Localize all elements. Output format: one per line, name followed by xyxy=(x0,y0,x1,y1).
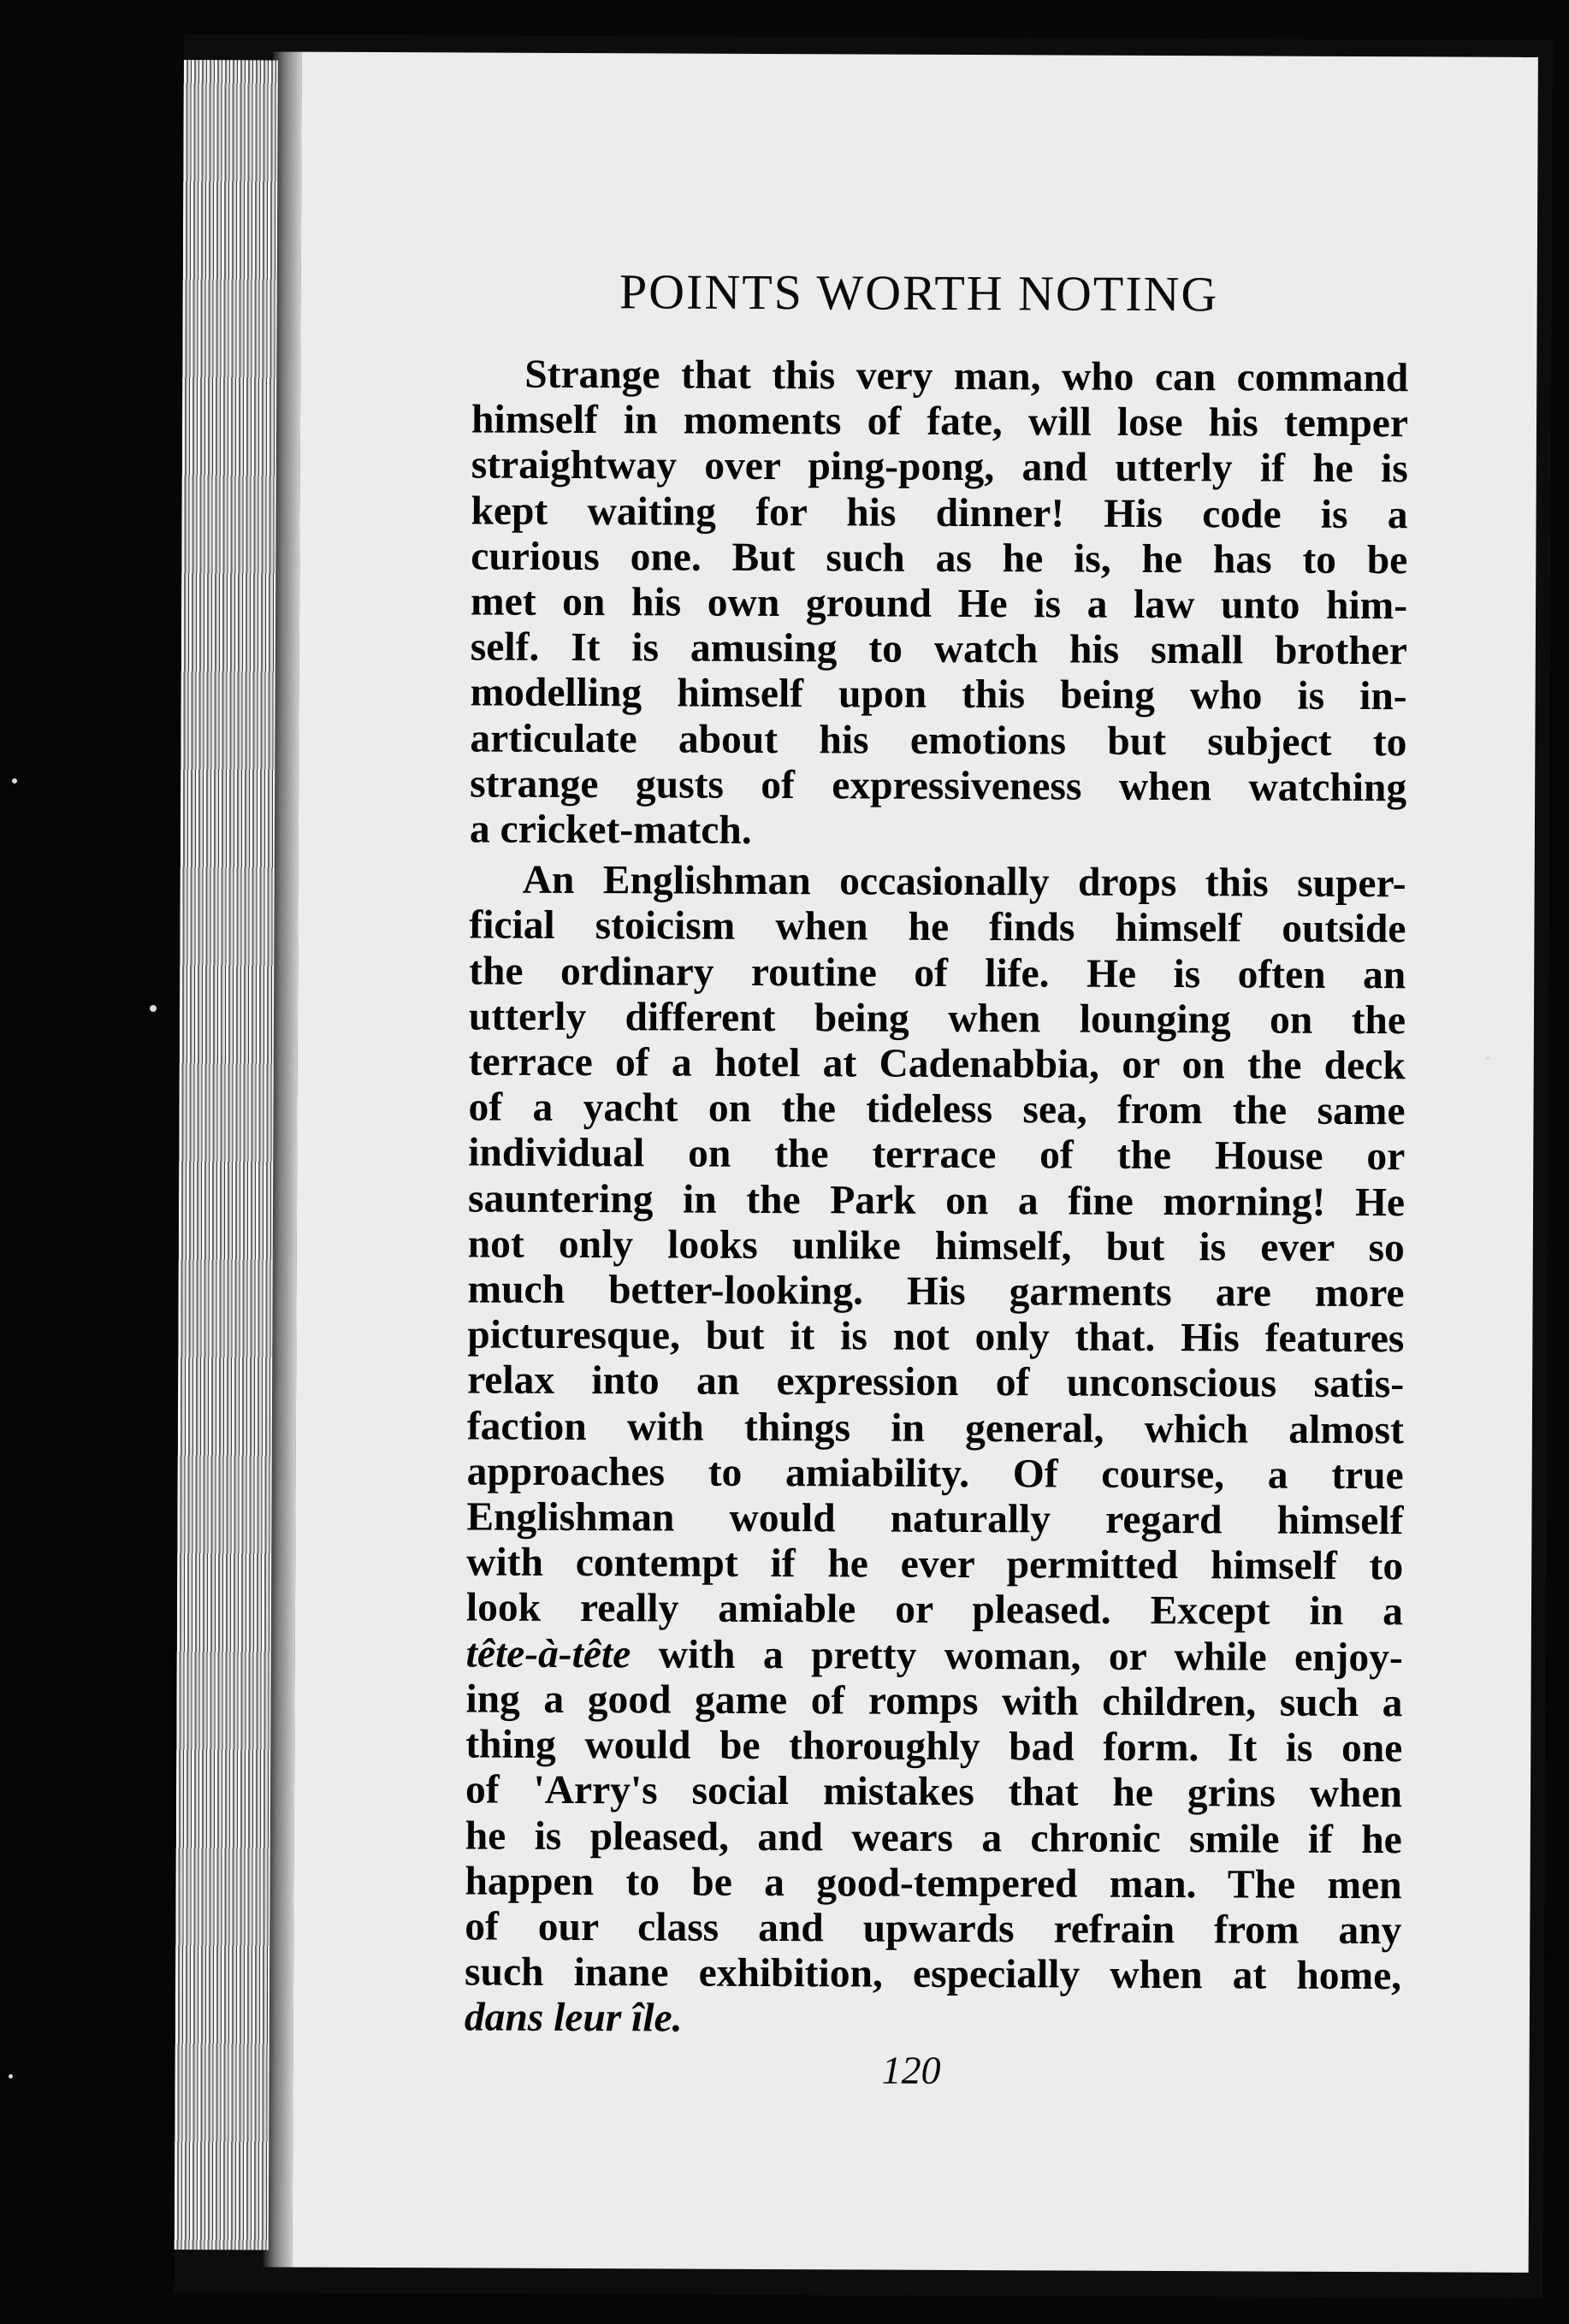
text-line: picturesque, but it is not only that. His features xyxy=(467,1312,1405,1362)
page-edges xyxy=(175,60,278,2250)
text-line: of a yacht on the tideless sea, from the same xyxy=(468,1085,1406,1134)
book xyxy=(174,34,1553,2298)
running-head: POINTS WORTH NOTING xyxy=(619,263,1219,322)
paragraph-2-continued xyxy=(465,1676,1403,1999)
text-line: look really amiable or pleased. Except in a xyxy=(465,1585,1404,1635)
text-line: not only looks unlike himself, but is ever so xyxy=(467,1221,1405,1271)
body-text xyxy=(465,352,1409,2044)
text-line: a cricket-match. xyxy=(469,807,752,853)
text-line: terrace of a hotel at Cadenabbia, or on the deck xyxy=(468,1039,1406,1089)
text-line-rest: with a pretty woman, or while enjoy- xyxy=(631,1631,1403,1680)
text-line: Englishman would naturally regard himself xyxy=(466,1494,1404,1544)
text-line: articulate about his emotions but subject to xyxy=(470,716,1407,765)
text-line: self. It is amusing to watch his small brother xyxy=(470,624,1407,674)
dust-speck xyxy=(1485,1056,1490,1061)
text-line: of our class and upwards refrain from any xyxy=(465,1904,1402,1954)
dust-speck xyxy=(12,778,17,784)
paragraph-2 xyxy=(466,858,1406,1635)
text-line: An Englishman occasionally drops this super- xyxy=(522,857,1406,907)
paragraph-1 xyxy=(470,352,1409,856)
book-page xyxy=(293,52,1538,2273)
text-line: of 'Arry's social mistakes that he grins when xyxy=(465,1767,1403,1817)
text-line: Strange that this very man, who can command xyxy=(524,352,1409,401)
text-line: utterly different being when lounging on the xyxy=(468,994,1406,1044)
text-line: the ordinary routine of life. He is often an xyxy=(469,949,1406,997)
text-line: faction with things in general, which almost xyxy=(466,1404,1405,1452)
text-line: sauntering in the Park on a fine morning! He xyxy=(467,1176,1406,1225)
text-line: kept waiting for his dinner! His code is a xyxy=(471,488,1408,537)
italic-phrase: tête-à-tête xyxy=(465,1631,631,1676)
text-line: met on his own ground He is a law unto him- xyxy=(470,579,1408,629)
text-line: ficial stoicism when he finds himself outside xyxy=(469,902,1406,952)
text-line: much better-looking. His garments are more xyxy=(467,1267,1405,1316)
text-line: such inane exhibition, especially when at home, xyxy=(465,1949,1402,1999)
closing-italic-line xyxy=(465,1996,1401,2045)
text-line: he is pleased, and wears a chronic smile if he xyxy=(465,1812,1402,1862)
text-line: thing would be thoroughly bad form. It is one xyxy=(465,1722,1403,1771)
text-line: with contempt if he ever permitted himself to xyxy=(466,1540,1404,1589)
text-line: himself in moments of fate, will lose his temper xyxy=(471,397,1409,446)
text-line: ing a good game of romps with children, such a xyxy=(465,1676,1403,1726)
text-line: modelling himself upon this being who is in- xyxy=(470,670,1407,719)
closing-italic: dans leur île. xyxy=(464,1995,683,2041)
text-line: happen to be a good-tempered man. The men xyxy=(465,1859,1402,1907)
text-line: approaches to amiability. Of course, a true xyxy=(466,1449,1404,1499)
dust-speck xyxy=(9,2074,13,2079)
page-number: 120 xyxy=(881,2048,941,2092)
text-line: curious one. But such as he is, he has to be xyxy=(471,534,1408,583)
text-line: individual on the terrace of the House or xyxy=(468,1130,1406,1180)
text-line: strange gusts of expressiveness when watching xyxy=(470,761,1407,811)
text-line-tete-a-tete xyxy=(466,1631,1403,1681)
text-line: straightway over ping-pong, and utterly if he is xyxy=(471,442,1408,492)
dust-speck xyxy=(150,1005,157,1012)
text-line: relax into an expression of unconscious satis- xyxy=(467,1357,1405,1407)
